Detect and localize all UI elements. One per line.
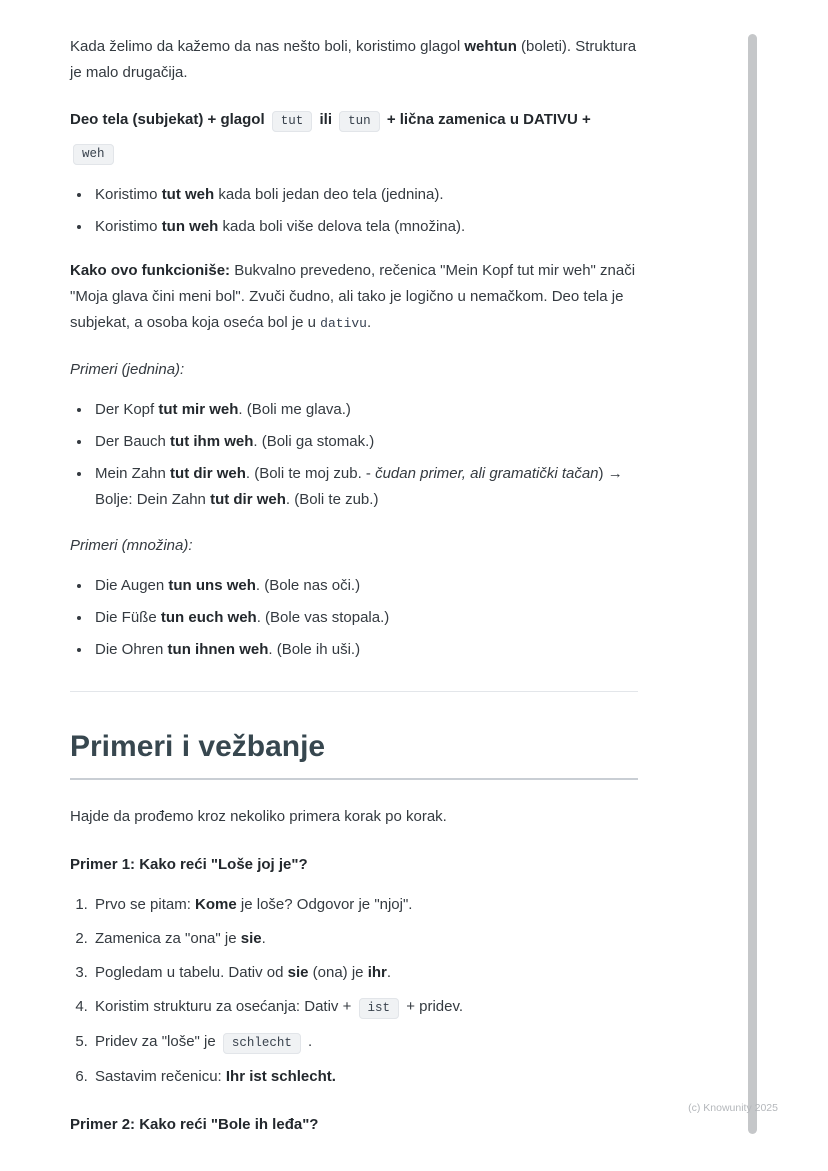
text-run: Zamenica za "ona" je — [95, 930, 241, 947]
code-chip: tut — [272, 111, 313, 132]
text-run: Der Kopf — [95, 401, 159, 418]
text-run: (boleti). Struktura je malo drugačija. — [70, 38, 637, 81]
example2-title: Primer 2: Kako reći "Bole ih leđa"? — [70, 1116, 319, 1133]
formula-paragraph — [70, 104, 638, 170]
bold-run: tun weh — [161, 218, 219, 235]
bold-run: Kome — [195, 896, 237, 913]
text-run: Mein Zahn — [95, 465, 171, 482]
text-run: Koristimo — [95, 218, 162, 235]
bold-run: sie — [240, 930, 262, 947]
text-run: . (Bole ih uši.) — [268, 641, 361, 658]
code-chip: schlecht — [223, 1033, 301, 1054]
examples-singular-heading: Primeri (jednina): — [70, 361, 185, 378]
bold-run: ihr — [367, 964, 387, 981]
text-run: ili — [315, 111, 337, 128]
text-run: Die Ohren — [95, 641, 168, 658]
text-run: Pridev za "loše" je — [95, 1033, 220, 1050]
text-run: . — [366, 314, 372, 331]
bold-run: Ihr ist schlecht. — [225, 1068, 336, 1085]
bold-run: wehtun — [464, 38, 517, 55]
document-content — [70, 0, 638, 1138]
text-run: . (Boli te moj zub. - — [245, 465, 376, 482]
text-run: . (Boli me glava.) — [238, 401, 351, 418]
bold-run: Kako ovo funkcioniše: — [70, 262, 231, 279]
text-run: Deo tela (subjekat) + glagol — [70, 111, 269, 128]
list-item — [92, 429, 638, 455]
code-chip: tun — [339, 111, 380, 132]
bold-run: tut dir weh — [170, 465, 246, 482]
section-divider — [70, 691, 638, 692]
bold-run: tun ihnen weh — [167, 641, 269, 658]
bold-run: tun uns weh — [168, 577, 256, 594]
list-item — [92, 994, 638, 1021]
list-item — [92, 461, 638, 513]
section-title: Primeri i vežbanje — [70, 728, 638, 780]
list-item — [92, 926, 638, 952]
text-run: . (Bole nas oči.) — [255, 577, 361, 594]
text-run: Koristimo — [95, 186, 162, 203]
example1-title: Primer 1: Kako reći "Loše joj je"? — [70, 856, 308, 873]
text-run: je loše? Odgovor je "njoj". — [236, 896, 413, 913]
watermark: (c) Knowunity 2025 — [688, 1102, 778, 1114]
examples-plural-heading: Primeri (množina): — [70, 537, 193, 554]
mono-run: dativu — [320, 316, 367, 331]
list-item — [92, 1064, 638, 1090]
example1-steps-list — [70, 892, 638, 1090]
text-run: kada boli više delova tela (množina). — [218, 218, 466, 235]
text-run: ) → Bolje: Dein Zahn — [95, 465, 623, 508]
list-item — [92, 960, 638, 986]
italic-run: čudan primer, ali gramatički tačan — [375, 465, 599, 482]
text-run: (ona) je — [308, 964, 368, 981]
list-item — [92, 637, 638, 663]
explanation-paragraph — [70, 258, 638, 337]
text-run: Prvo se pitam: — [95, 896, 196, 913]
bold-run: tut mir weh — [158, 401, 239, 418]
text-run: + pridev. — [402, 998, 464, 1015]
text-run: . (Bole vas stopala.) — [256, 609, 390, 626]
text-run: . (Boli ga stomak.) — [253, 433, 375, 450]
usage-list — [70, 182, 638, 240]
plural-examples-list — [70, 573, 638, 663]
text-run: . — [261, 930, 266, 947]
text-run: Bukvalno prevedeno, rečenica "Mein Kopf tut mir weh" znači "Moja glava čini meni bol". Zvuči čudno, ali tako je logično u nemačkom. Deo tela je subjekat, a osoba koja oseća bol je u — [70, 262, 636, 331]
text-run: Der Bauch — [95, 433, 171, 450]
text-run: . — [303, 1033, 313, 1050]
text-run: Kada želimo da kažemo da nas nešto boli, koristimo glagol — [70, 38, 465, 55]
intro-paragraph — [70, 34, 638, 86]
scrollbar-thumb[interactable] — [748, 34, 757, 1134]
bold-run: tut ihm weh — [170, 433, 254, 450]
list-item — [92, 182, 638, 208]
code-chip: ist — [359, 998, 400, 1019]
list-item — [92, 605, 638, 631]
bold-run: tut dir weh — [210, 491, 286, 508]
code-chip: weh — [73, 144, 114, 165]
singular-examples-list — [70, 397, 638, 513]
text-run: Die Augen — [95, 577, 169, 594]
text-run: Koristim strukturu za osećanja: Dativ + — [95, 998, 356, 1015]
lead-paragraph: Hajde da prođemo kroz nekoliko primera korak po korak. — [70, 808, 447, 825]
text-run: Pogledam u tabelu. Dativ od — [95, 964, 288, 981]
bold-run: sie — [287, 964, 309, 981]
list-item — [92, 892, 638, 918]
text-run: Sastavim rečenicu: — [95, 1068, 226, 1085]
bold-run: tut weh — [161, 186, 215, 203]
text-run: Die Füße — [95, 609, 161, 626]
text-run: . (Boli te zub.) — [285, 491, 379, 508]
bold-run: tun euch weh — [160, 609, 257, 626]
list-item — [92, 214, 638, 240]
text-run: . — [386, 964, 392, 981]
list-item — [92, 573, 638, 599]
text-run: kada boli jedan deo tela (jednina). — [214, 186, 444, 203]
list-item — [92, 1029, 638, 1056]
text-run: + lična zamenica u DATIVU + — [382, 111, 591, 128]
list-item — [92, 397, 638, 423]
